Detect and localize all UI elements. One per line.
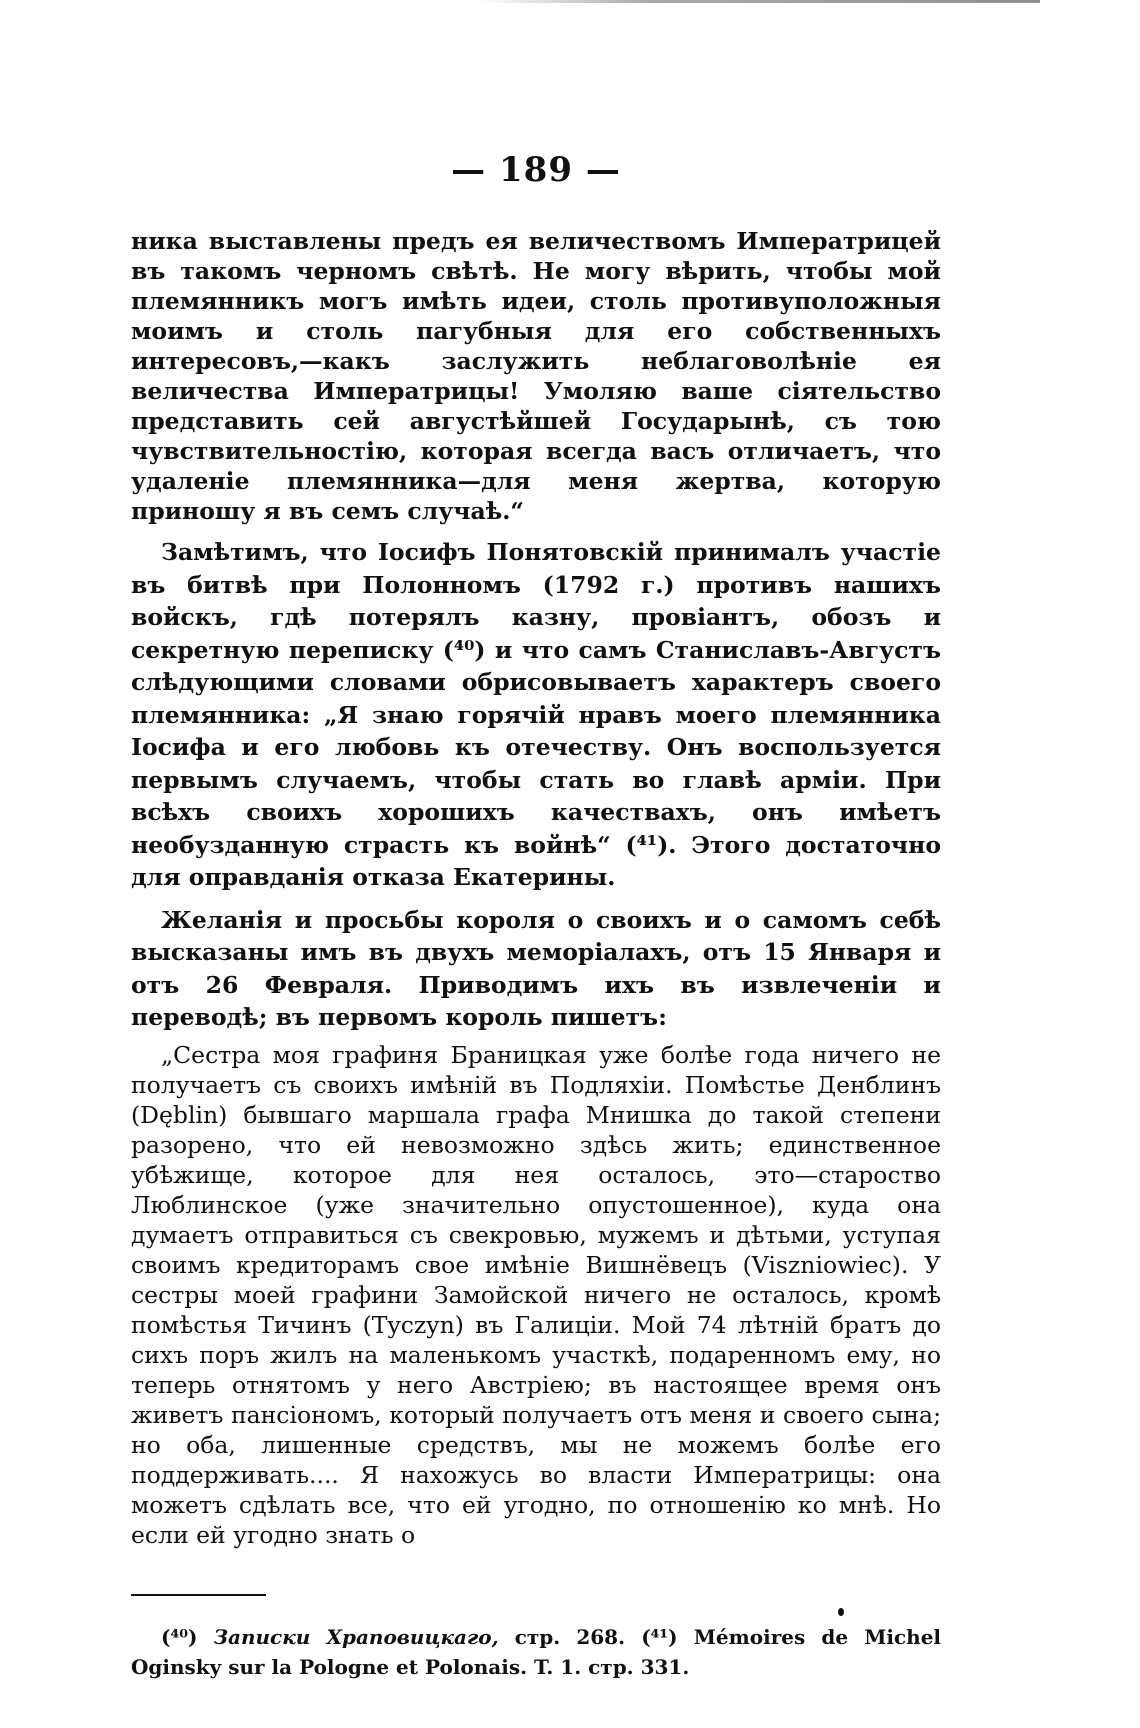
footnote-40-marker: (⁴⁰) [161,1624,198,1649]
paragraph-poniatowski: Замѣтимъ, что Іосифъ Понятовскій принималъ участіе въ битвѣ при Полонномъ (1792 г.) противъ нашихъ войскъ, гдѣ потерялъ казну, провіантъ, обозъ и секретную переписку (⁴⁰) и что самъ Станиславъ-Августъ слѣдующими словами обрисовываетъ характеръ своего племянника: „Я знаю горячій нравъ моего племянника Іосифа и его любовь къ отечеству. Онъ воспользуется первымъ случаемъ, чтобы стать во главѣ арміи. При всѣхъ своихъ хорошихъ качествахъ, онъ имѣетъ необузданную страсть къ войнѣ“ (⁴¹). Этого достаточно для оправданія отказа Екатерины. [131,538,941,891]
footnote-41-text: Mémoires de Michel Oginsky sur la Pologne et Polonais. T. 1. стр. 331. [131,1624,942,1679]
footnotes [131,1622,941,1682]
footnote-41-marker: (⁴¹) [641,1624,678,1649]
paragraph-king-letter: „Сестра моя графиня Браницкая уже болѣе года ничего не получаетъ съ своихъ имѣній въ Подляхіи. Помѣстье Денблинъ (Dęblin) бывшаго маршала графа Мнишка до такой степени разорено, что ей невозможно здѣсь жить; единственное убѣжище, которое для нея осталось, это—староство Люблинское (уже значительно опустошенное), куда она думаетъ отправиться съ свекровью, мужемъ и дѣтьми, уступая своимъ кредиторамъ свое имѣніе Вишнёвецъ (Viszniowiec). У сестры моей графини Замойской ничего не осталось, кромѣ помѣстья Тичинъ (Tyczyn) въ Галиціи. Мой 74 лѣтній братъ до сихъ поръ жилъ на маленькомъ участкѣ, подаренномъ ему, но теперь отнятомъ у него Австріею; въ настоящее время онъ живетъ пансіономъ, который получаетъ отъ меня и своего сына; но оба, лишенные средствъ, мы не можемъ болѣе его поддерживать.... Я нахожусь во власти Императрицы: она можетъ сдѣлать все, что ей угодно, по отношенію ко мнѣ. Но если ей угодно знать о [131,1040,941,1549]
footnote-40-text: стр. 268. [498,1624,642,1649]
paragraph-memorials: Желанія и просьбы короля о своихъ и о самомъ себѣ высказаны имъ въ двухъ меморіалахъ, отъ 15 Января и отъ 26 Февраля. Приводимъ ихъ въ извлеченіи и переводѣ; въ первомъ король пишетъ: [131,905,941,1031]
top-edge-rule [480,0,1040,3]
paragraph-quote-continuation: ника выставлены предъ ея величествомъ Императрицей въ такомъ черномъ свѣтѣ. Не могу вѣрить, чтобы мой племянникъ могъ имѣть идеи, столь противуположныя моимъ и столь пагубныя для его собственныхъ интересовъ,—какъ заслужить неблаговолѣніе ея величества Императрицы! Умоляю ваше сіятельство представить сей августѣйшей Государынѣ, съ тою чувствительностію, которая всегда васъ отличаетъ, что удаленіе племянника—для меня жертва, которую приношу я въ семъ случаѣ.“ [131,227,941,525]
footnote-40-title: Записки Храповицкаго, [213,1624,499,1649]
footnote-rule [131,1594,266,1596]
page-number: — 189 — [451,150,621,190]
page [131,150,941,1682]
ink-speck [838,1608,844,1616]
